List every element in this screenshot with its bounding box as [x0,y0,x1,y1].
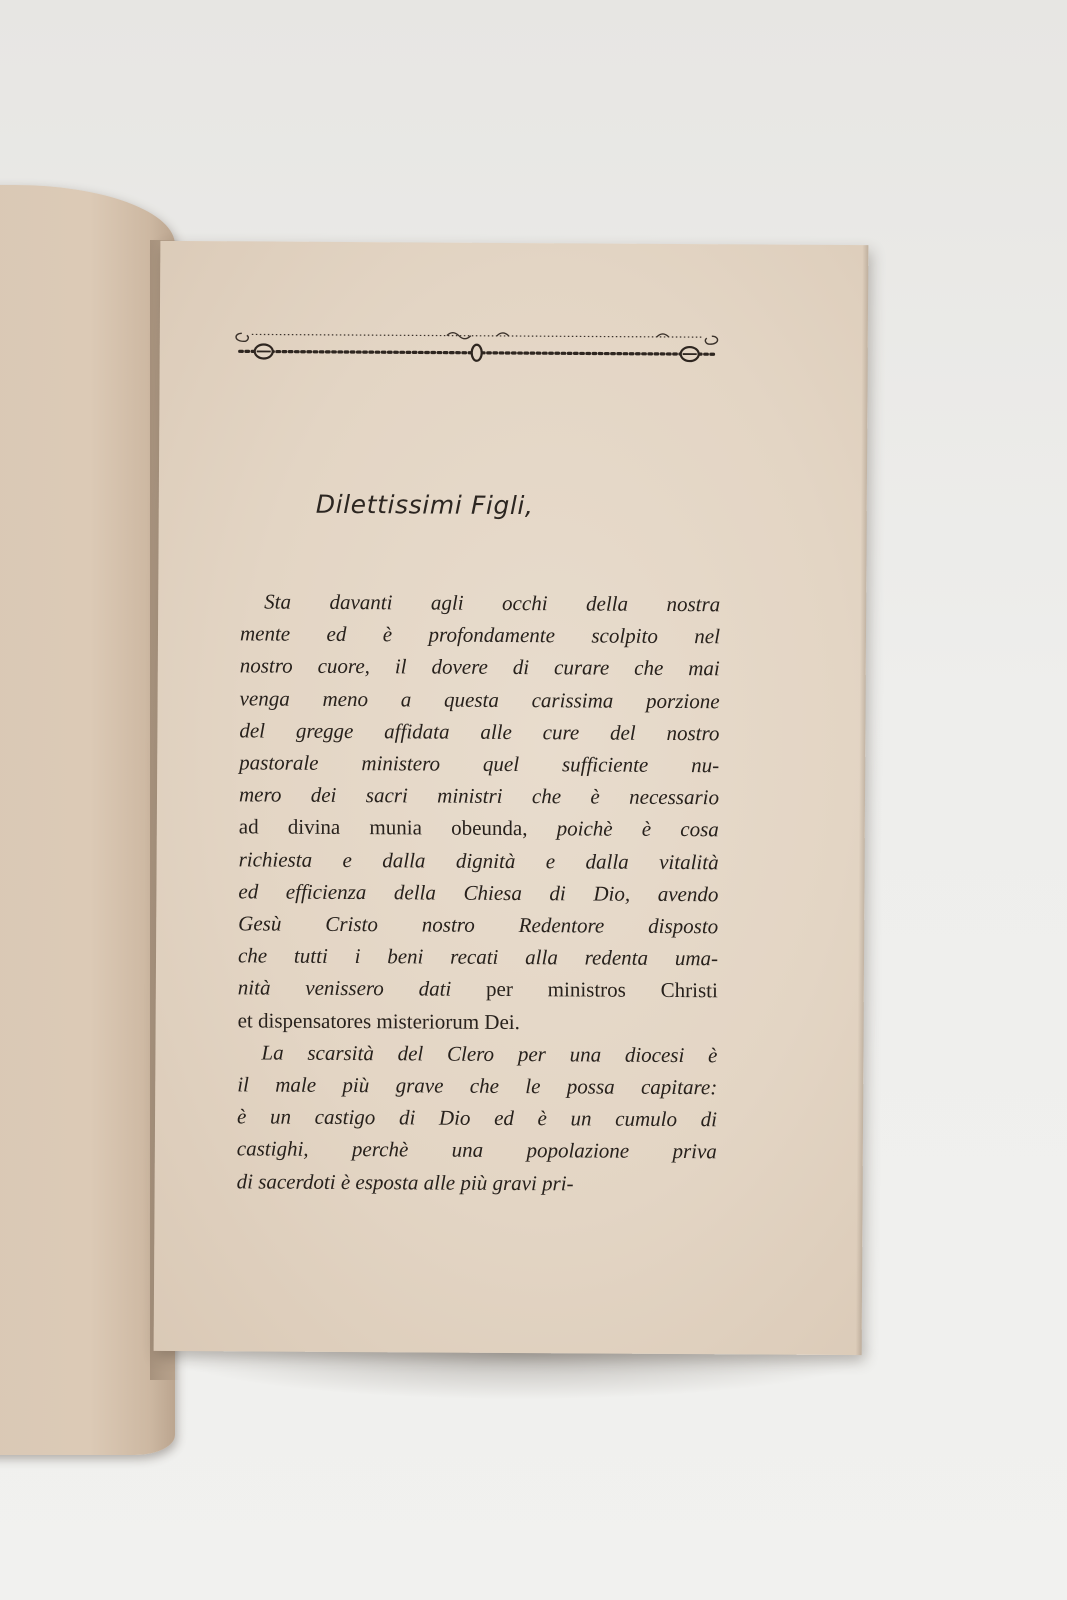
italic-text: castighi, perchè una popolazione priva [236,1136,717,1164]
italic-text: del gregge affidata alle cure del nostro [239,718,720,746]
italic-text: La scarsità del Clero per una diocesi è [261,1040,718,1068]
roman-text: et dispensatores misteriorum Dei. [237,1007,520,1034]
right-page [154,241,869,1355]
text-line [240,682,720,717]
text-line [237,1068,717,1103]
roman-text: per ministros Christi [486,977,718,1003]
italic-text: pastorale ministero quel sufficiente nu- [239,750,720,778]
text-line [238,940,718,975]
text-line [237,1036,717,1071]
text-line [237,1101,717,1136]
italic-text: il male più grave che le possa capitare: [237,1072,718,1100]
italic-text: nostro cuore, il dovere di curare che mai [239,653,720,681]
roman-text: ad divina munia obeunda, [238,814,557,841]
paragraph [238,585,721,1039]
body-text [237,585,721,1200]
italic-text: poichè è cosa [556,816,719,842]
italic-text: di sacerdoti è esposta alle più gravi pri- [236,1168,574,1196]
italic-text: venga meno a questa carissima porzione [239,685,720,713]
left-page [0,185,175,1455]
text-line [240,585,720,620]
page-heading: Dilettissimi Figli, [315,489,534,521]
text-line [239,714,719,749]
italic-text: mero dei sacri ministri che è necessario [238,782,720,810]
text-line [240,650,720,685]
paragraph [237,1036,718,1200]
text-line [239,843,719,878]
italic-text: ed efficienza della Chiesa di Dio, avendo [238,879,719,907]
text-line [240,618,720,653]
ornament-headband [232,325,722,368]
text-line [237,1165,717,1200]
text-line [239,746,719,781]
italic-text: richiesta e dalla dignità e dalla vitalità [238,846,719,874]
text-line [239,779,719,814]
italic-text: nità venissero dati [237,975,487,1002]
italic-text: è un castigo di Dio ed è un cumulo di [236,1104,718,1132]
text-line [238,907,718,942]
italic-text: mente ed è profondamente scolpito nel [239,621,721,649]
text-line [237,1133,717,1168]
italic-text: Gesù Cristo nostro Redentore disposto [238,911,719,939]
italic-text: Sta davanti agli occhi della nostra [264,589,721,617]
italic-text: che tutti i beni recati alla redenta uma- [237,943,719,971]
text-line [238,972,718,1007]
text-line [238,1004,718,1039]
page-edge-shadow [856,245,869,1355]
text-line [238,875,718,910]
text-line [239,811,719,846]
